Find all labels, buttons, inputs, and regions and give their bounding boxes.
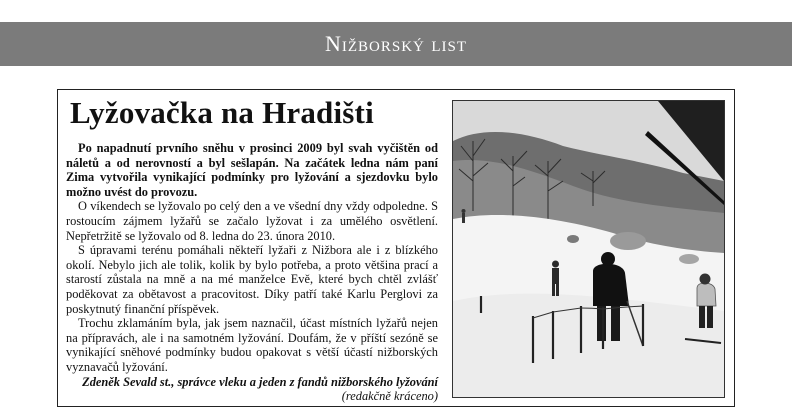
article-body — [66, 141, 438, 404]
article-lead-paragraph: Po napadnutí prvního sněhu v prosinci 2009 byl svah vyčištěn od náletů a od nerovností a byl sešlapán. Na začátek ledna nám paní Zima vytvořila vynikající podmínky pro lyžování a sjezdovku bylo možno uvést do provozu. — [66, 141, 438, 199]
editor-note: (redakčně kráceno) — [341, 389, 438, 404]
article-paragraph: Trochu zklamáním byla, jak jsem naznačil, účast místních lyžařů nejen na přípravách, ale i na samotném lyžování. Doufám, že v příští sezóně se vynikající sněhové podmínky budou opakovat s větší účastí nižborských vyznavačů lyžování. — [66, 316, 438, 374]
ski-slope-photo — [452, 100, 725, 398]
article-headline: Lyžovačka na Hradišti — [70, 95, 374, 130]
article-paragraph: S úpravami terénu pomáhali někteří lyžaři z Nižbora ale i z blízkého okolí. Nebylo jich ale tolik, kolik by bylo potřeba, a proto většina prací a starostí zůstala na mně a na mé manželce Evě, které bych chtěl zvlášť poděkovat za obětavost a pracovitost. Díky patří také Karlu Perglovi za poskytnutý finanční příspěvek. — [66, 243, 438, 316]
header-bar — [0, 22, 792, 66]
newsletter-title: Nižborský list — [324, 31, 468, 56]
article-signature: Zdeněk Sevald st., správce vleku a jeden z fandů nižborského lyžování — [82, 374, 438, 389]
article-paragraph: O víkendech se lyžovalo po celý den a ve všední dny vždy odpoledne. S rostoucím zájmem lyžařů se začalo lyžovat i za umělého osvětlení. Nepřetržitě se lyžovalo od 8. ledna do 23. února 2010. — [66, 199, 438, 243]
